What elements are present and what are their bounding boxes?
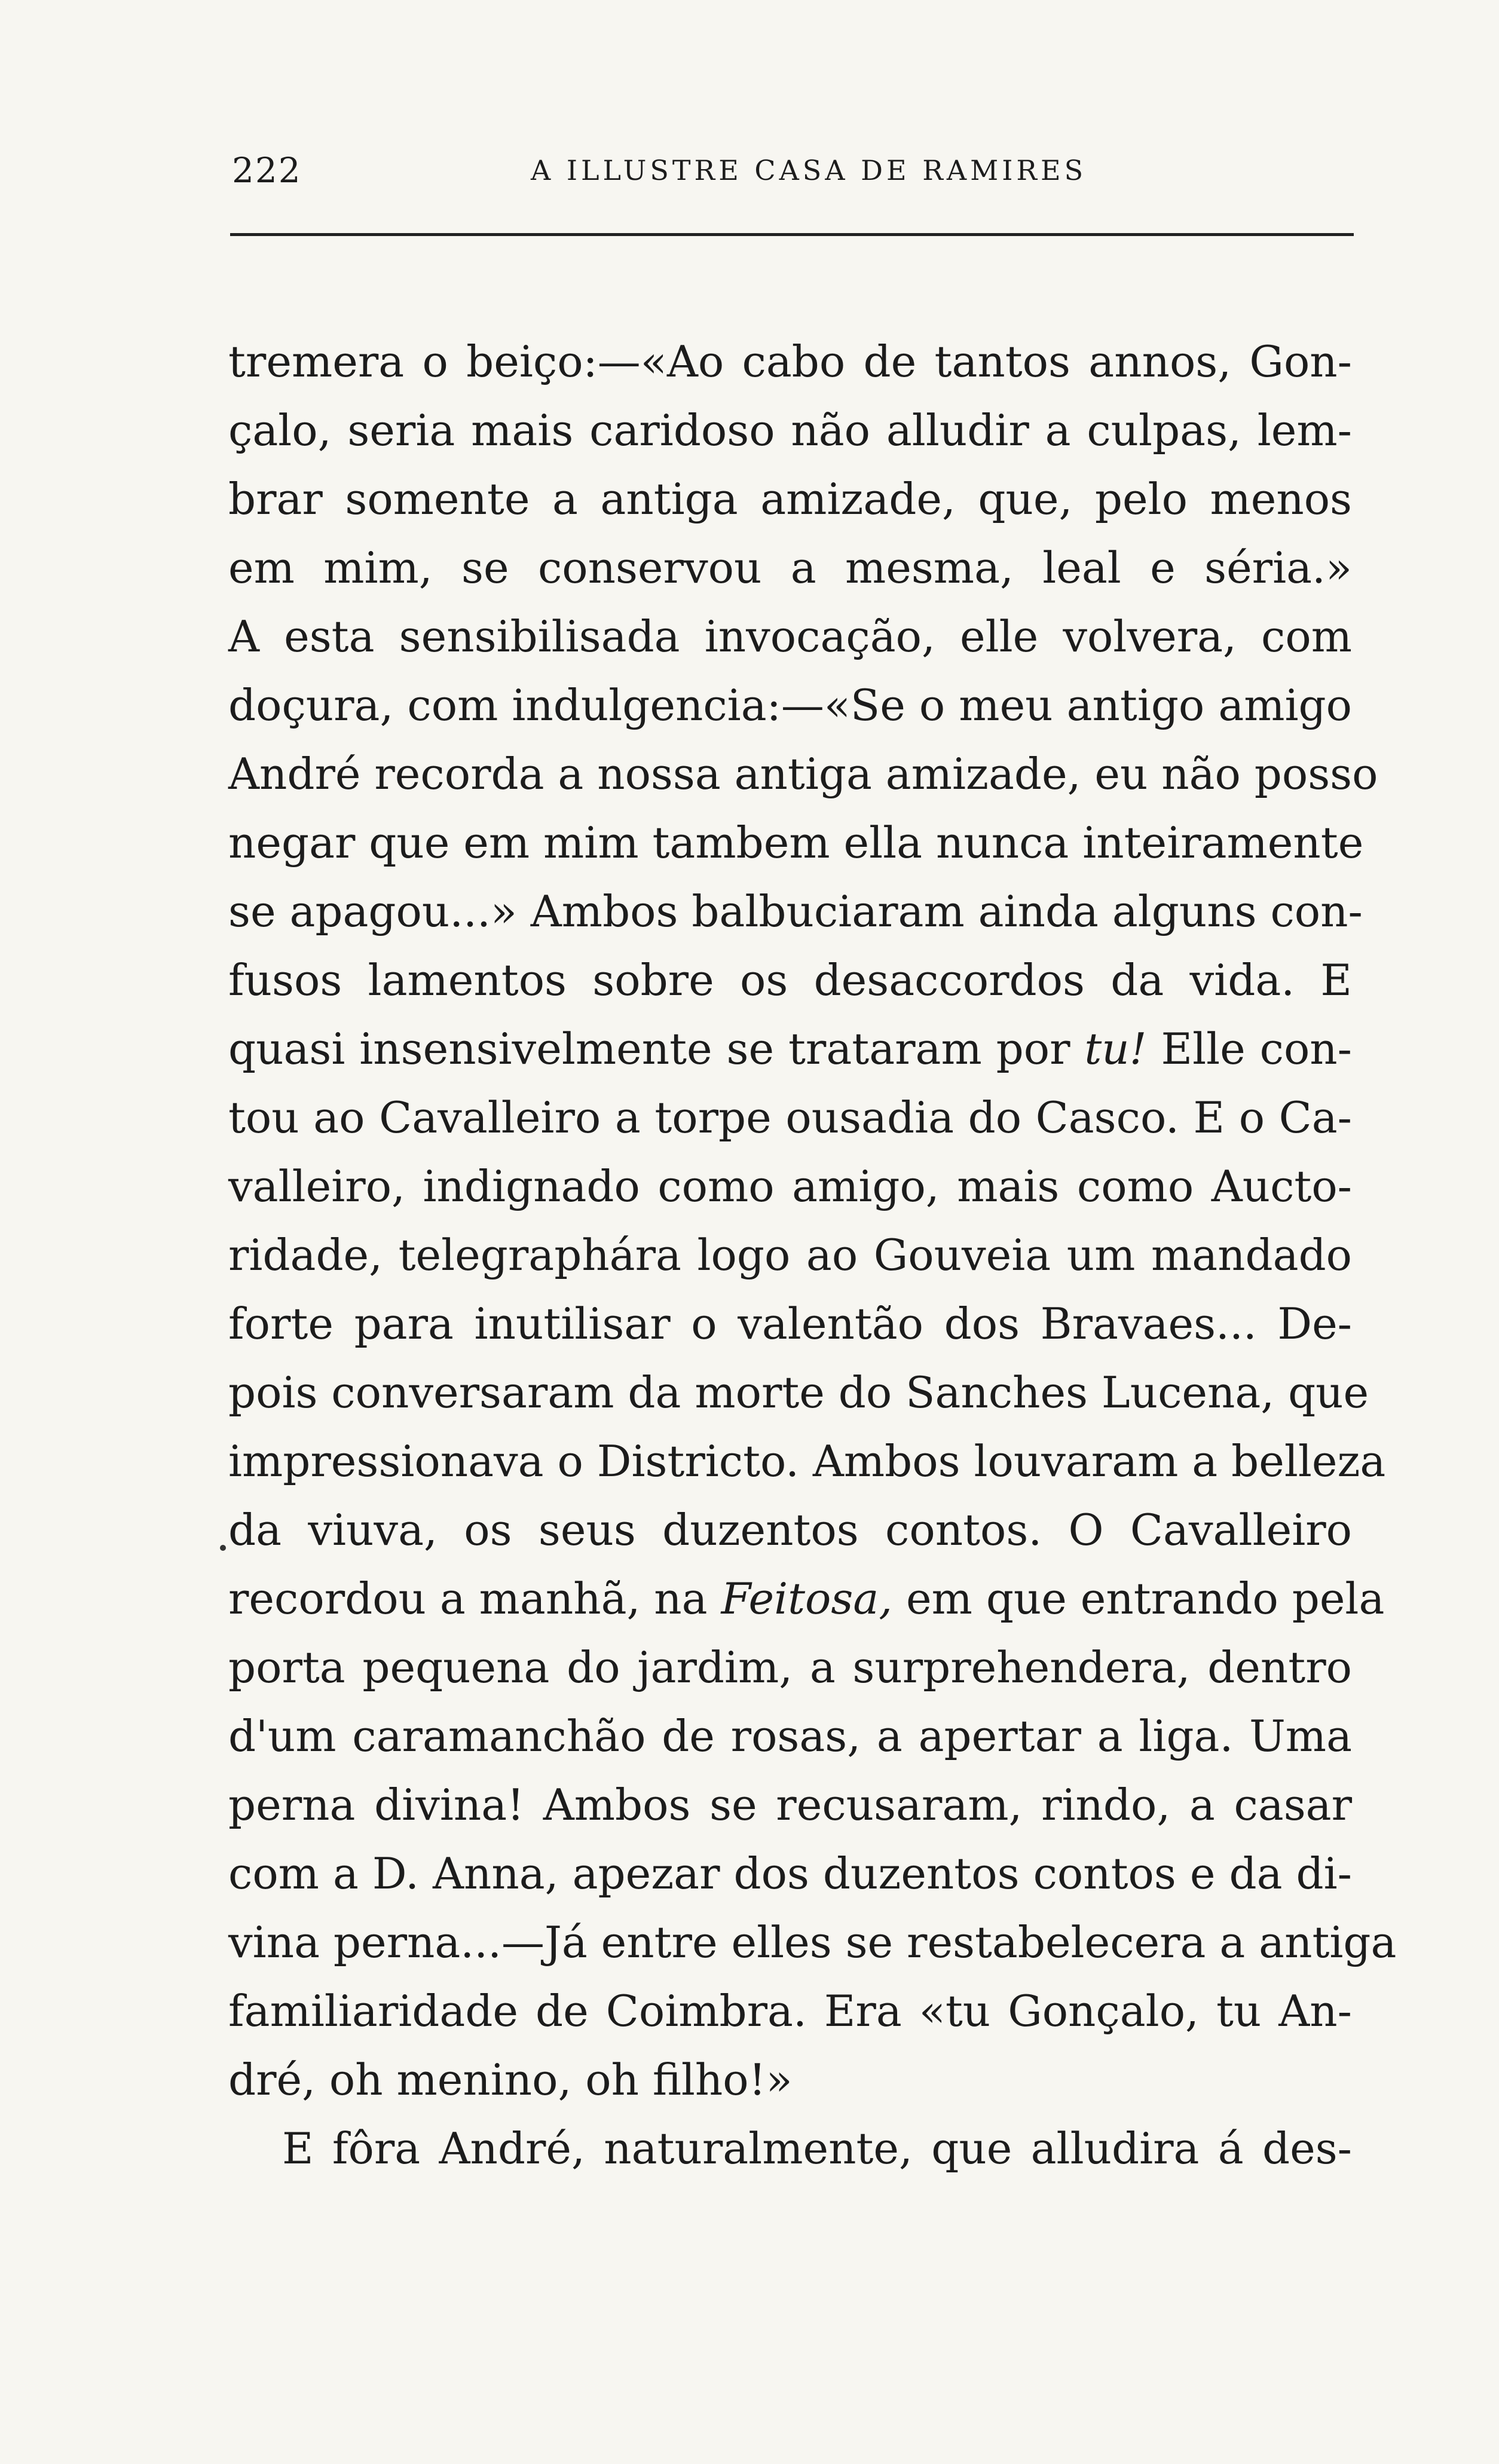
page-number: 222 bbox=[232, 150, 302, 191]
text-line: fusos lamentos sobre os desaccordos da vida. E bbox=[228, 955, 1352, 1005]
text-line: A esta sensibilisada invocação, elle volvera, com bbox=[228, 611, 1352, 662]
text-line: tou ao Cavalleiro a torpe ousadia do Casco. E o Ca- bbox=[228, 1092, 1352, 1143]
text-line: vina perna...—Já entre elles se restabelecera a antiga bbox=[228, 1917, 1397, 1967]
italic-word: Feitosa, bbox=[721, 1574, 893, 1624]
header-rule bbox=[230, 233, 1354, 236]
italic-word: tu! bbox=[1084, 1024, 1147, 1074]
text-line: quasi insensivelmente se trataram por tu! Elle con- bbox=[228, 1024, 1352, 1074]
text-line: se apagou...» Ambos balbuciaram ainda alguns con- bbox=[228, 886, 1363, 936]
text-line: impressionava o Districto. Ambos louvaram a belleza bbox=[228, 1436, 1386, 1486]
text-line: valleiro, indignado como amigo, mais como Aucto- bbox=[228, 1161, 1352, 1211]
text-line: familiaridade de Coimbra. Era «tu Gonçalo, tu An- bbox=[228, 1986, 1352, 2036]
print-speck bbox=[220, 1545, 226, 1551]
text-line: com a D. Anna, apezar dos duzentos contos e da di- bbox=[228, 1848, 1352, 1899]
text-line: negar que em mim tambem ella nunca inteiramente bbox=[228, 818, 1364, 868]
text-line: ridade, telegraphára logo ao Gouveia um mandado bbox=[228, 1230, 1352, 1280]
text-line: pois conversaram da morte do Sanches Lucena, que bbox=[228, 1367, 1369, 1418]
text-line: d'um caramanchão de rosas, a apertar a liga. Uma bbox=[228, 1711, 1352, 1761]
text-line: recordou a manhã, na Feitosa, em que entrando pela bbox=[228, 1574, 1385, 1624]
text-line: dré, oh menino, oh filho!» bbox=[228, 2055, 793, 2105]
text-line: çalo, seria mais caridoso não alludir a culpas, lem- bbox=[228, 405, 1352, 455]
text-line: tremera o beiço:—«Ao cabo de tantos annos, Gon- bbox=[228, 336, 1352, 387]
body-text bbox=[228, 327, 1397, 2183]
running-title: A ILLUSTRE CASA DE RAMIRES bbox=[531, 154, 1087, 186]
text-line: porta pequena do jardim, a surprehendera, dentro bbox=[228, 1642, 1352, 1692]
text-line: brar somente a antiga amizade, que, pelo menos bbox=[228, 474, 1352, 524]
text-line: forte para inutilisar o valentão dos Bravaes... De- bbox=[228, 1299, 1352, 1349]
text-line: E fôra André, naturalmente, que alludira á des- bbox=[282, 2123, 1352, 2174]
text-line: perna divina! Ambos se recusaram, rindo, a casar bbox=[228, 1780, 1352, 1830]
text-line: doçura, com indulgencia:—«Se o meu antigo amigo bbox=[228, 680, 1352, 730]
text-line: André recorda a nossa antiga amizade, eu não posso bbox=[228, 749, 1378, 799]
page-header bbox=[232, 143, 1356, 197]
text-line: da viuva, os seus duzentos contos. O Cavalleiro bbox=[228, 1505, 1352, 1555]
text-line: em mim, se conservou a mesma, leal e séria.» bbox=[228, 543, 1352, 593]
